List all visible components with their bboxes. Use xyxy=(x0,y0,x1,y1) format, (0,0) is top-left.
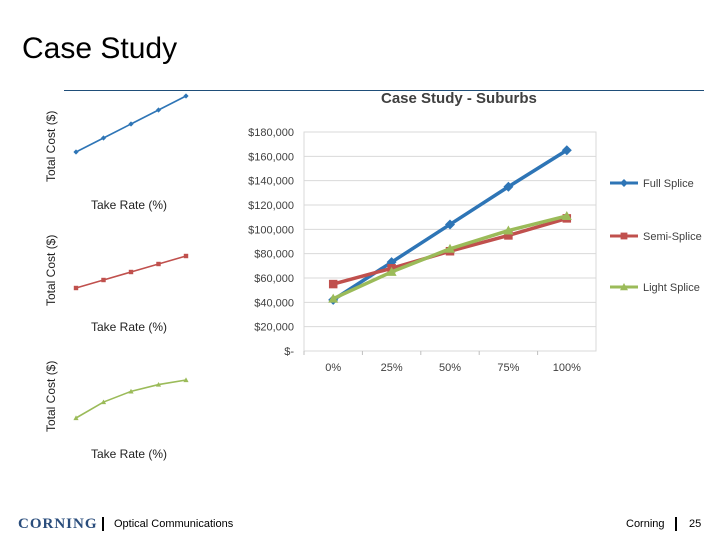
legend-label: Full Splice xyxy=(643,178,694,190)
page-title: Case Study xyxy=(22,32,178,65)
footer-text: Optical Communications xyxy=(114,518,234,530)
sketch-2-plot xyxy=(64,244,204,304)
footer-divider-left xyxy=(102,517,104,531)
legend-label: Semi-Splice xyxy=(643,231,702,243)
y-tick-label: $120,000 xyxy=(248,200,294,212)
footer-divider-right xyxy=(675,517,677,531)
x-tick-label: 50% xyxy=(438,362,462,374)
y-tick-label: $- xyxy=(284,346,294,358)
page-number: 25 xyxy=(689,518,702,530)
y-tick-label: $160,000 xyxy=(248,151,294,164)
x-tick-label: 25% xyxy=(380,362,403,374)
line-chart xyxy=(236,110,706,390)
sketch-3-ylabel: Total Cost ($) xyxy=(44,360,58,432)
chart-title: Case Study - Suburbs xyxy=(381,90,537,107)
plot-area-frame xyxy=(304,132,596,351)
corning-logo: CORNING xyxy=(18,516,98,532)
sketch-1-xlabel: Take Rate (%) xyxy=(91,198,168,212)
sketch-2-point xyxy=(156,262,160,266)
sketch-2-point xyxy=(184,254,188,258)
y-tick-label: $80,000 xyxy=(254,248,294,261)
sketch-2-ylabel: Total Cost ($) xyxy=(44,234,58,306)
y-tick-label: $60,000 xyxy=(254,273,294,285)
sketch-2-xlabel: Take Rate (%) xyxy=(91,320,168,334)
sketch-2-point xyxy=(74,286,78,290)
data-point-semi-splice xyxy=(329,280,338,289)
x-tick-label: 75% xyxy=(497,362,520,374)
y-tick-label: $140,000 xyxy=(248,175,294,188)
sketch-3-xlabel: Take Rate (%) xyxy=(91,447,168,461)
sketch-3-plot xyxy=(64,370,204,430)
footer-company: Corning xyxy=(626,518,665,530)
legend-label: Light Splice xyxy=(643,282,700,294)
y-tick-label: $180,000 xyxy=(248,127,294,139)
y-tick-label: $40,000 xyxy=(254,297,294,310)
legend-marker xyxy=(620,179,628,187)
sketch-1-plot xyxy=(64,88,204,188)
y-tick-label: $100,000 xyxy=(248,224,294,237)
x-tick-label: 0% xyxy=(325,362,342,374)
legend-marker xyxy=(621,233,628,240)
sketch-2-point xyxy=(129,270,133,274)
sketch-2-point xyxy=(101,278,105,282)
y-tick-label: $20,000 xyxy=(254,321,294,334)
sketch-3-line xyxy=(76,380,186,418)
sketch-1-ylabel: Total Cost ($) xyxy=(44,110,58,182)
x-tick-label: 100% xyxy=(552,362,581,374)
